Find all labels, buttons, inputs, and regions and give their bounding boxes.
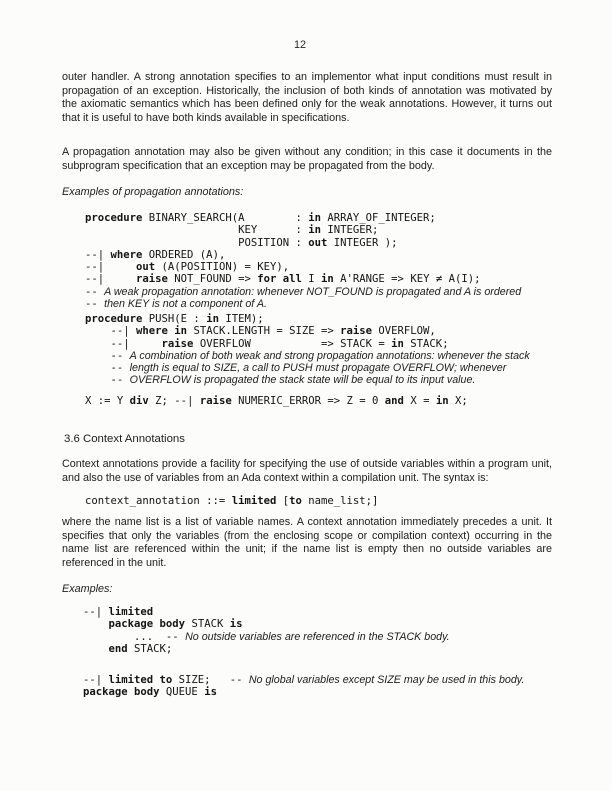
paragraph-strong-annotation: outer handler. A strong annotation specifies to an implementor what input conditions must result in propagation of an exception. Historically, the inclusion of both kinds of annotation was motivated by the axiomatic semantics which has been defined only for the weak annotations. However, it turns out that it is useful to have both kinds available in specifications.	[62, 71, 552, 124]
section-heading-context-annotations: 3.6 Context Annotations	[64, 433, 185, 445]
code-numeric-error: X := Y div Z; --| raise NUMERIC_ERROR => Z = 0 and X = in X;	[85, 395, 468, 407]
examples-propagation-label: Examples of propagation annotations:	[62, 186, 244, 198]
code-limited-queue: --| limited to SIZE; -- No global variables except SIZE may be used in this body. package body QUEUE is	[83, 674, 525, 699]
examples-label: Examples:	[62, 583, 113, 595]
code-push: procedure PUSH(E : in ITEM); --| where in STACK.LENGTH = SIZE => raise OVERFLOW, --| raise OVERFLOW => STACK = in STACK; -- A combination of both weak and strong propagation annotations: whenever the stack -- length is equal to SIZE, a call to PUSH must propagate OVERFLOW; whenever -- OVERFLOW is propagated the stack state will be equal to its input value.	[85, 313, 530, 387]
code-limited-stack: --| limited package body STACK is ... -- No outside variables are referenced in the STACK body. end STACK;	[83, 606, 450, 655]
page-number: 12	[293, 39, 306, 51]
paragraph-context-annotations: Context annotations provide a facility for specifying the use of outside variables within a program unit, and also the use of variables from an Ada context within a compilation unit. The syntax is:	[62, 458, 552, 484]
paragraph-name-list: where the name list is a list of variable names. A context annotation immediately precedes a unit. It specifies that only the variables (from the enclosing scope or compilation context) occurring in the name list are referenced within the unit; if the name list is empty then no outside variables are referenced in the unit.	[62, 516, 552, 569]
code-syntax-context-annotation: context_annotation ::= limited [to name_list;]	[85, 495, 379, 507]
paragraph-propagation-annotation: A propagation annotation may also be given without any condition; in this case it documents in the subprogram specification that an exception may be propagated from the body.	[62, 146, 552, 172]
code-binary-search: procedure BINARY_SEARCH(A : in ARRAY_OF_INTEGER; KEY : in INTEGER; POSITION : out INTEGER ); --| where ORDERED (A), --| out (A(POSITION) = KEY), --| raise NOT_FOUND => for all I in A'RANGE => KEY ≠ A(I); -- A weak propagation annotation: whenever NOT_FOUND is propagated and A is ordered -- then KEY is not a component of A.	[85, 212, 522, 311]
